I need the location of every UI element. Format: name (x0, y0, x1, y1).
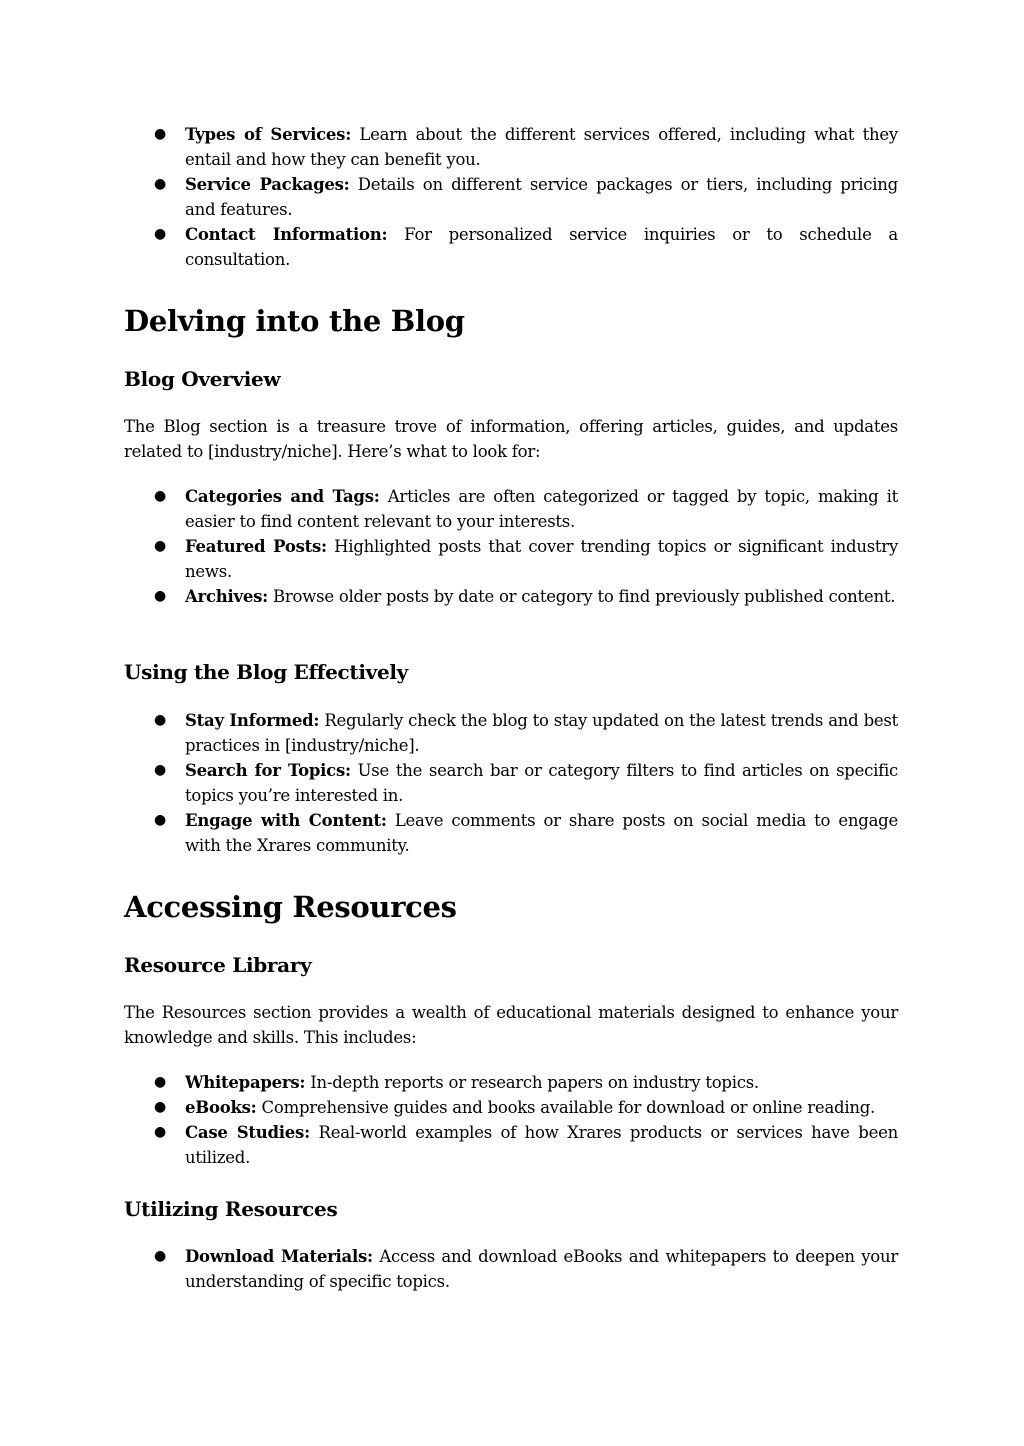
list-item (124, 1070, 898, 1095)
list-item (124, 222, 898, 272)
list-item (124, 1095, 898, 1120)
blog-heading: Delving into the Blog (124, 304, 465, 338)
bullet-icon: ● (154, 488, 166, 504)
item-text: Leave comments or share posts on social media to engage with the Xrares community. (185, 811, 898, 855)
blog-effective-list (124, 708, 898, 858)
item-term: eBooks: (185, 1098, 257, 1117)
item-text: Real-world examples of how Xrares products or services have been utilized. (185, 1123, 899, 1167)
bullet-icon: ● (154, 712, 166, 728)
bullet-icon: ● (154, 226, 166, 242)
bullet-icon: ● (154, 762, 166, 778)
services-list (124, 122, 898, 272)
bullet-icon: ● (154, 812, 166, 828)
resource-library-heading: Resource Library (124, 953, 312, 977)
item-text: For personalized service inquiries or to schedule a consultation. (185, 225, 898, 269)
item-term: Engage with Content: (185, 811, 387, 830)
resources-heading: Accessing Resources (124, 890, 457, 924)
utilizing-resources-list (124, 1244, 898, 1294)
blog-overview-paragraph: The Blog section is a treasure trove of information, offering articles, guides, and updates related to [industry/niche]. Here’s what to look for: (124, 417, 898, 461)
item-text: Highlighted posts that cover trending topics or significant industry news. (185, 537, 899, 581)
item-term: Service Packages: (185, 175, 350, 194)
item-text: Browse older posts by date or category to find previously published content. (273, 587, 896, 606)
item-text: Learn about the different services offered, including what they entail and how they can benefit you. (185, 125, 899, 169)
item-term: Whitepapers: (185, 1073, 306, 1092)
list-item (124, 1244, 898, 1294)
list-item (124, 584, 898, 609)
item-text: Use the search bar or category filters to find articles on specific topics you’re interested in. (185, 761, 899, 805)
bullet-icon: ● (154, 588, 166, 604)
item-term: Types of Services: (185, 125, 352, 144)
item-text: Articles are often categorized or tagged by topic, making it easier to find content relevant to your interests. (185, 487, 898, 531)
bullet-icon: ● (154, 1074, 166, 1090)
bullet-icon: ● (154, 1099, 166, 1115)
resource-library-list (124, 1070, 898, 1170)
item-term: Case Studies: (185, 1123, 310, 1142)
list-item (124, 758, 898, 808)
resource-library-paragraph: The Resources section provides a wealth of educational materials designed to enhance your knowledge and skills. This includes: (124, 1003, 898, 1047)
utilizing-resources-heading: Utilizing Resources (124, 1197, 338, 1221)
bullet-icon: ● (154, 176, 166, 192)
item-text: Comprehensive guides and books available for download or online reading. (261, 1098, 876, 1117)
list-item (124, 122, 898, 172)
list-item (124, 534, 898, 584)
item-term: Stay Informed: (185, 711, 320, 730)
item-term: Contact Information: (185, 225, 388, 244)
list-item (124, 1120, 898, 1170)
item-text: Regularly check the blog to stay updated on the latest trends and best practices in [industry/niche]. (185, 711, 899, 755)
bullet-icon: ● (154, 126, 166, 142)
blog-effective-heading: Using the Blog Effectively (124, 660, 408, 684)
list-item (124, 808, 898, 858)
item-term: Categories and Tags: (185, 487, 380, 506)
list-item (124, 484, 898, 534)
bullet-icon: ● (154, 538, 166, 554)
list-item (124, 172, 898, 222)
bullet-icon: ● (154, 1124, 166, 1140)
item-term: Archives: (185, 587, 269, 606)
item-term: Search for Topics: (185, 761, 351, 780)
item-term: Download Materials: (185, 1247, 373, 1266)
item-term: Featured Posts: (185, 537, 327, 556)
blog-overview-heading: Blog Overview (124, 367, 281, 391)
item-text: In-depth reports or research papers on industry topics. (310, 1073, 759, 1092)
item-text: Access and download eBooks and whitepapers to deepen your understanding of specific topics. (185, 1247, 899, 1291)
blog-overview-list (124, 484, 898, 609)
bullet-icon: ● (154, 1248, 166, 1264)
item-text: Details on different service packages or tiers, including pricing and features. (185, 175, 898, 219)
list-item (124, 708, 898, 758)
